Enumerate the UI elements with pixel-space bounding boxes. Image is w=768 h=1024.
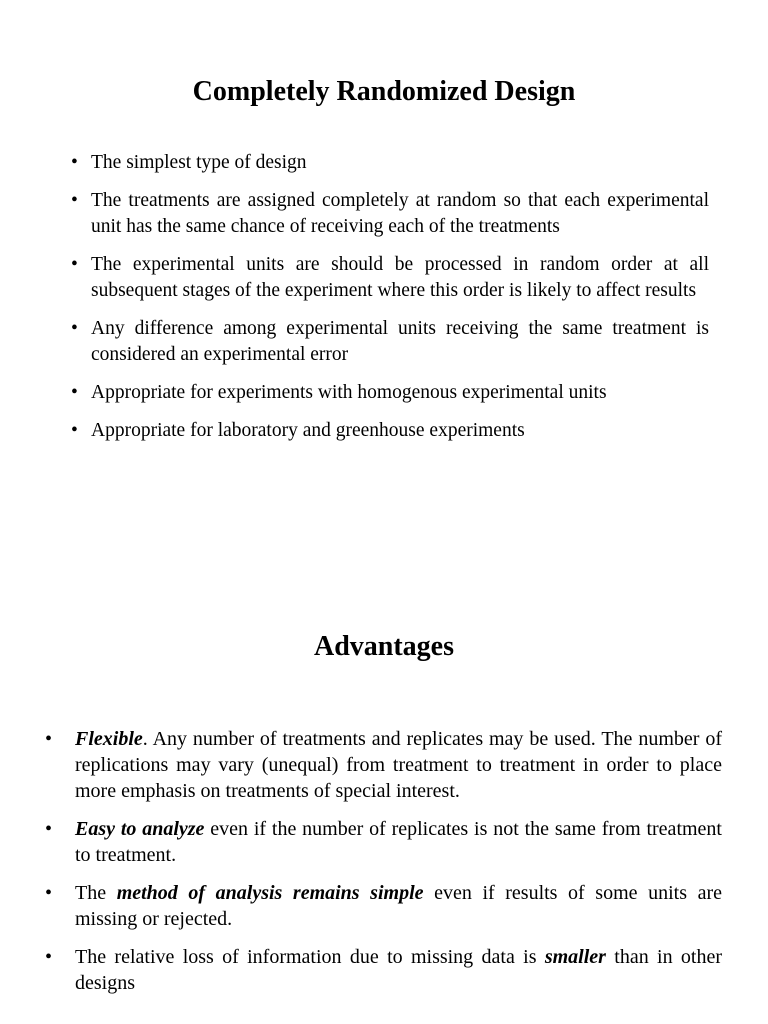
advantages-heading: Advantages [313, 631, 454, 662]
page-title: Completely Randomized Design [192, 76, 576, 107]
list-item [71, 150, 709, 176]
list-item [71, 418, 709, 444]
emphasis-text: Flexible [75, 728, 143, 750]
list-item [71, 316, 709, 368]
emphasis-text: Easy to analyze [75, 818, 205, 840]
list-item-text: even if results of some units are missing or rejected. [75, 882, 723, 930]
list-item-text: The treatments are assigned completely at random so that each experimental unit has the same chance of receiving each of the treatments [91, 190, 709, 237]
bullet-icon: • [71, 190, 78, 211]
emphasis-text: smaller [544, 946, 606, 968]
list-item [45, 880, 723, 932]
bullet-icon: • [71, 382, 78, 403]
list-item-prefix: The relative loss of information due to missing data is [75, 946, 545, 968]
list-item-text: Appropriate for laboratory and greenhouse experiments [91, 420, 525, 441]
bullet-icon: • [45, 728, 53, 750]
list-item [71, 252, 709, 304]
list-item [45, 944, 722, 996]
bullet-icon: • [71, 318, 78, 339]
design-bullet-list [71, 150, 709, 456]
list-item-prefix: The [75, 882, 117, 904]
list-item-text: . Any number of treatments and replicates may be used. The number of replications may vary (unequal) from treatment to treatment in order to place more emphasis on treatments of special interest. [75, 728, 722, 802]
list-item-text: Any difference among experimental units receiving the same treatment is considered an experimental error [91, 318, 709, 365]
list-item [45, 816, 722, 868]
bullet-icon: • [71, 254, 78, 275]
list-item [71, 380, 709, 406]
bullet-icon: • [71, 420, 78, 441]
bullet-icon: • [45, 818, 53, 840]
bullet-icon: • [45, 946, 53, 968]
list-item [45, 726, 722, 804]
advantages-bullet-list [45, 726, 723, 1008]
list-item-text: than in other designs [75, 946, 722, 994]
emphasis-text: method of analysis remains simple [116, 882, 424, 904]
list-item-text: The experimental units are should be processed in random order at all subsequent stages of the experiment where this order is likely to affect results [91, 254, 709, 301]
list-item [71, 188, 709, 240]
list-item-text: even if the number of replicates is not the same from treatment to treatment. [75, 818, 722, 866]
bullet-icon: • [71, 152, 78, 173]
bullet-icon: • [45, 882, 53, 904]
list-item-text: The simplest type of design [91, 152, 307, 173]
list-item-text: Appropriate for experiments with homogenous experimental units [91, 382, 607, 403]
